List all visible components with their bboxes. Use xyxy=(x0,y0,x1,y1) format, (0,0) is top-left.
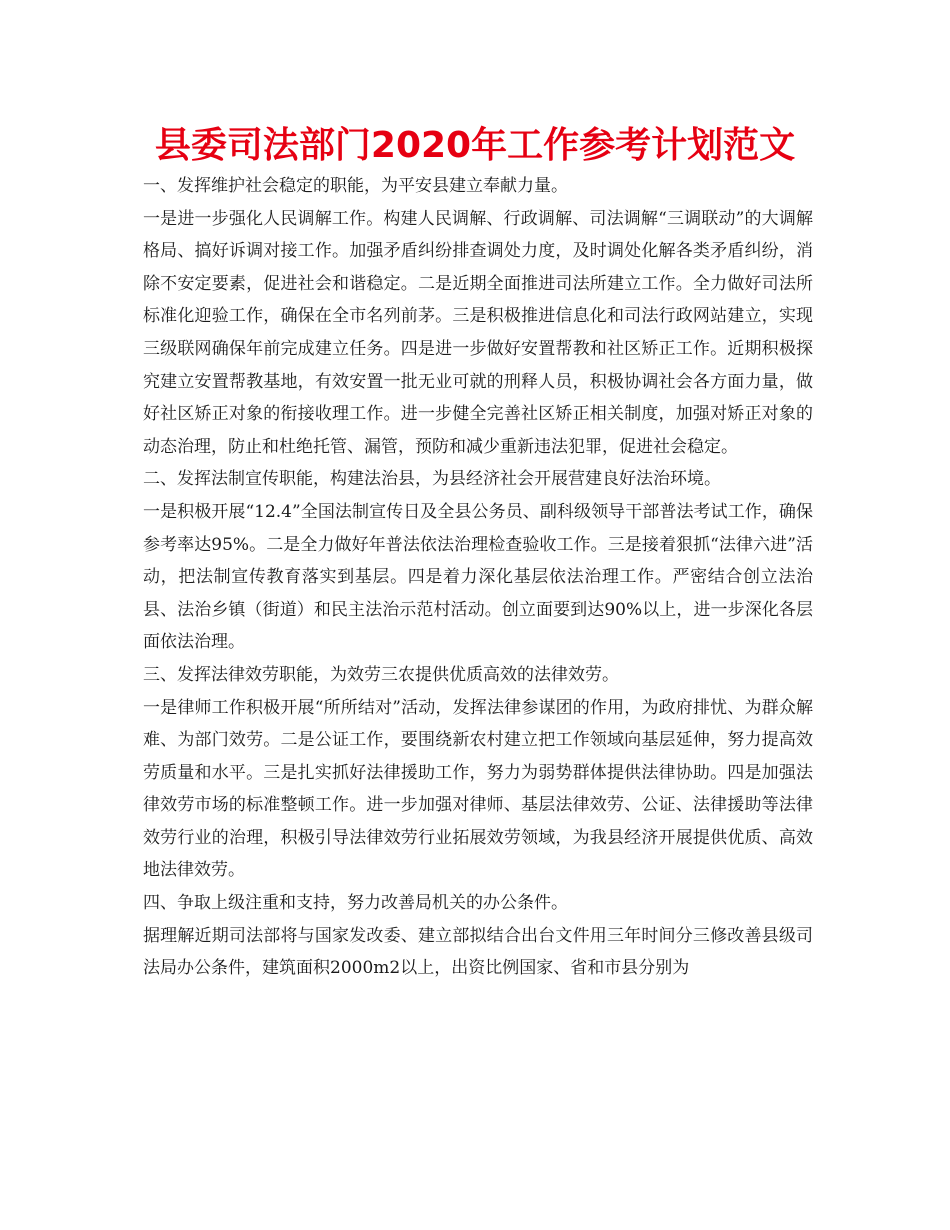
paragraph-3: 一是律师工作积极开展“所所结对”活动，发挥法律参谋团的作用，为政府排忧、为群众解难、为部门效劳。二是公证工作，要围绕新农村建立把工作领域向基层延伸，努力提高效劳质量和水平。三是扎实抓好法律援助工作，努力为弱势群体提供法律协助。四是加强法律效劳市场的标准整顿工作。进一步加强对律师、基层法律效劳、公证、法律援助等法律效劳行业的治理，积极引导法律效劳行业拓展效劳领域，为我县经济开展提供优质、高效地法律效劳。 xyxy=(143,697,813,881)
section-heading-4: 四、争取上级注重和支持，努力改善局机关的办公条件。 xyxy=(143,893,568,914)
section-heading-3: 三、发挥法律效劳职能，为效劳三农提供优质高效的法律效劳。 xyxy=(143,664,619,685)
paragraph-1: 一是进一步强化人民调解工作。构建人民调解、行政调解、司法调解“三调联动”的大调解格局、搞好诉调对接工作。加强矛盾纠纷排查调处力度，及时调处化解各类矛盾纠纷，消除不安定要素，促进社会和谐稳定。二是近期全面推进司法所建立工作。全力做好司法所标准化迎验工作，确保在全市名列前茅。三是积极推进信息化和司法行政网站建立，实现三级联网确保年前完成建立任务。四是进一步做好安置帮教和社区矫正工作。近期积极探究建立安置帮教基地，有效安置一批无业可就的刑释人员，积极协调社会各方面力量，做好社区矫正对象的衔接收理工作。进一步健全完善社区矫正相关制度，加强对矫正对象的动态治理，防止和杜绝托管、漏管，预防和减少重新违法犯罪，促进社会稳定。 xyxy=(143,208,813,457)
paragraph-2: 一是积极开展“12.4”全国法制宣传日及全县公务员、副科级领导干部普法考试工作，确保参考率达95%。二是全力做好年普法依法治理检查验收工作。三是接着狠抓“法律六进”活动，把法制宣传教育落实到基层。四是着力深化基层依法治理工作。严密结合创立法治县、法治乡镇（街道）和民主法治示范村活动。创立面要到达90%以上，进一步深化各层面依法治理。 xyxy=(143,501,813,653)
document-body xyxy=(143,170,813,985)
paragraph-4: 据理解近期司法部将与国家发改委、建立部拟结合出台文件用三年时间分三修改善县级司法局办公条件，建筑面积2000m2以上，出资比例国家、省和市县分别为 xyxy=(143,925,813,979)
document-title: 县委司法部门2020年工作参考计划范文 xyxy=(154,125,796,166)
section-heading-1: 一、发挥维护社会稳定的职能，为平安县建立奉献力量。 xyxy=(143,176,568,196)
section-heading-2: 二、发挥法制宣传职能，构建法治县，为县经济社会开展营建良好法治环境。 xyxy=(143,469,721,490)
